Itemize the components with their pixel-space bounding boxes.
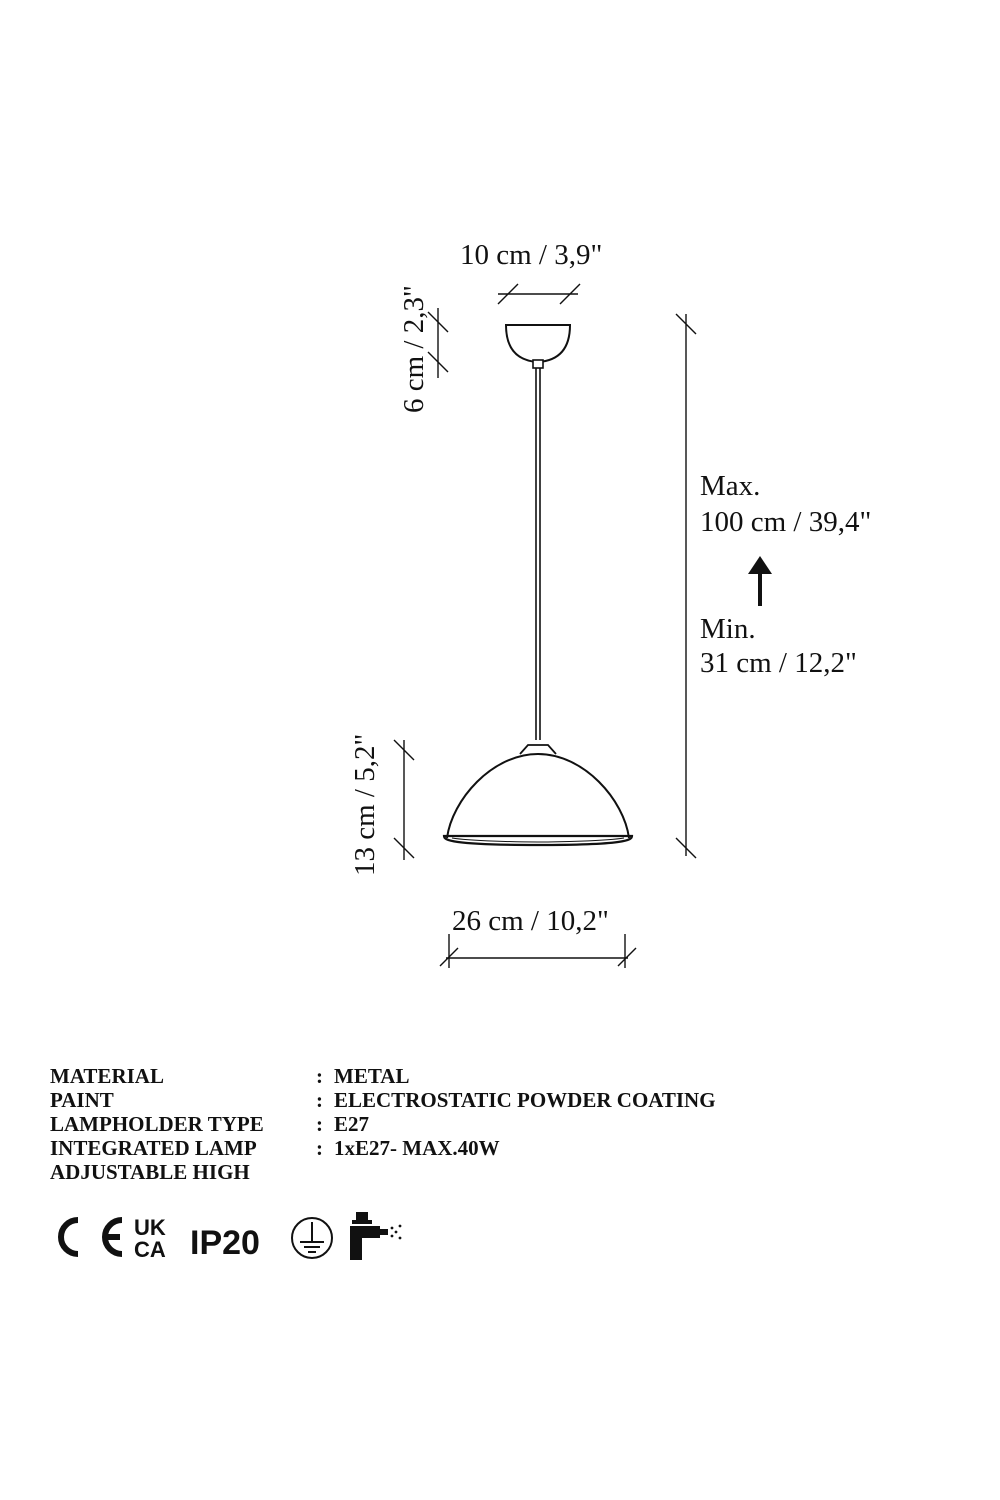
certification-marks	[50, 1208, 410, 1268]
ukca-bottom: CA	[134, 1237, 166, 1262]
spec-colon: :	[316, 1064, 323, 1088]
max-value: 100 cm / 39,4"	[700, 506, 872, 538]
spray-gun-icon	[350, 1212, 401, 1260]
spec-colon: :	[316, 1136, 323, 1160]
shade-neck	[520, 745, 556, 754]
shade-width-label: 26 cm / 10,2"	[452, 905, 609, 937]
spec-label: PAINT	[50, 1088, 114, 1112]
spec-value: 1xE27- MAX.40W	[334, 1136, 500, 1160]
protective-earth-icon	[292, 1218, 332, 1258]
spec-table	[50, 1064, 810, 1184]
spec-colon	[316, 1160, 334, 1184]
spec-colon: :	[316, 1088, 323, 1112]
min-label: Min.	[700, 613, 756, 645]
spec-label: LAMPHOLDER TYPE	[50, 1112, 264, 1136]
spec-value: E27	[334, 1112, 370, 1136]
spec-value: ELECTROSTATIC POWDER COATING	[334, 1088, 716, 1112]
spec-row-paint	[50, 1088, 810, 1112]
spec-row-integrated-lamp	[50, 1136, 810, 1160]
spec-row-lampholder-type	[50, 1112, 810, 1136]
spec-label: INTEGRATED LAMP	[50, 1136, 257, 1160]
spec-label: MATERIAL	[50, 1064, 164, 1088]
spec-row-adjustable-high	[50, 1160, 810, 1184]
canopy-height-label: 6 cm / 2,3"	[398, 285, 430, 413]
canopy-width-label: 10 cm / 3,9"	[460, 239, 603, 271]
spec-colon: :	[316, 1112, 323, 1136]
ukca-top: UK	[134, 1215, 166, 1240]
canopy-connector	[533, 360, 543, 368]
max-label: Max.	[700, 470, 761, 502]
shade	[447, 754, 629, 838]
spec-row-material	[50, 1064, 810, 1088]
ip-rating: IP20	[190, 1224, 260, 1262]
canopy	[506, 325, 570, 362]
spec-label: ADJUSTABLE HIGH	[50, 1160, 250, 1184]
shade-height-label: 13 cm / 5,2"	[349, 733, 381, 876]
adjust-arrow-icon	[748, 556, 772, 606]
ce-text: CE	[50, 1208, 52, 1209]
ce-mark-icon	[61, 1220, 122, 1254]
min-value: 31 cm / 12,2"	[700, 647, 857, 679]
spec-value: METAL	[334, 1064, 410, 1088]
